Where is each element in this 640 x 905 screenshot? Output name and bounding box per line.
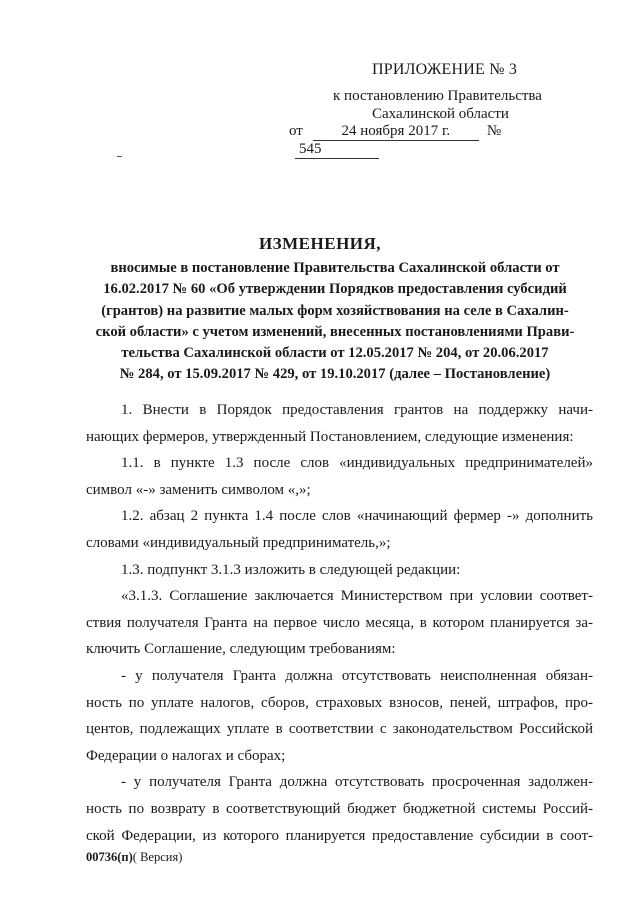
- paragraph-line: 1. Внести в Порядок предоставления грантов на поддержку начи-: [121, 402, 593, 418]
- document-footer: [86, 850, 182, 865]
- paragraph-line: - у получателя Гранта должна отсутствовать неисполненная обязан-: [121, 667, 593, 684]
- paragraph-line: ность по возврату в соответствующий бюджет бюджетной системы Россий-: [86, 800, 593, 817]
- paragraph-line: ствия получателя Гранта на первое число месяца, в котором планируется за-: [86, 614, 593, 631]
- paragraph-line: словами «индивидуальный предприниматель,»;: [86, 534, 391, 551]
- paragraph-line: «3.1.3. Соглашение заключается Министерством при условии соответ-: [121, 588, 593, 605]
- subtitle-line: тельства Сахалинской области от 12.05.2017 № 204, от 20.06.2017: [121, 345, 549, 362]
- paragraph-line: ключить Соглашение, следующим требованиям:: [86, 641, 396, 658]
- version-label: ( Версия): [132, 850, 183, 864]
- paragraph-line: - у получателя Гранта должна отсутствовать просроченная задолжен-: [121, 774, 593, 791]
- number-label: №: [486, 123, 502, 139]
- paragraph-line: 1.2. абзац 2 пункта 1.4 после слов «начинающий фермер -» дополнить: [121, 508, 593, 525]
- subtitle-line: вносимые в постановление Правительства Сахалинской области от: [110, 260, 560, 276]
- scan-mark: [117, 156, 122, 157]
- from-label: от: [289, 123, 303, 139]
- paragraph-line: нающих фермеров, утвержденный Постановлением, следующие изменения:: [86, 428, 574, 445]
- paragraph-line: 1.1. в пункте 1.3 после слов «индивидуальных предпринимателей»: [121, 455, 593, 472]
- paragraph-line: ность по уплате налогов, сборов, страховых взносов, пеней, штрафов, про-: [86, 694, 593, 711]
- subtitle-line: ской области» с учетом изменений, внесенных постановлениями Прави-: [95, 323, 575, 340]
- appendix-line-1: к постановлению Правительства: [333, 88, 542, 104]
- paragraph-line: 1.3. подпункт 3.1.3 изложить в следующей редакции:: [121, 561, 461, 578]
- paragraph-line: Федерации о налогах и сборах;: [86, 747, 286, 764]
- appendix-title: ПРИЛОЖЕНИЕ № 3: [372, 61, 518, 78]
- number-value: 545: [295, 141, 379, 159]
- paragraph-line: центов, подлежащих уплате в соответствии с законодательством Российской: [86, 721, 593, 738]
- paragraph-line: символ «-» заменить символом «,»;: [86, 481, 311, 498]
- subtitle-line: № 284, от 15.09.2017 № 429, от 19.10.2017 (далее – Постановление): [119, 366, 551, 383]
- appendix-date-row: [289, 123, 589, 159]
- date-value: 24 ноября 2017 г.: [313, 123, 479, 141]
- appendix-line-2: Сахалинской области: [372, 106, 509, 122]
- document-body: [86, 397, 593, 849]
- subtitle-line: (грантов) на развитие малых форм хозяйствования на селе в Сахалин-: [101, 302, 569, 319]
- document-code: 00736(п): [86, 850, 133, 864]
- document-subtitle: [80, 258, 590, 386]
- document-heading: ИЗМЕНЕНИЯ,: [258, 234, 382, 253]
- paragraph-line: ской Федерации, из которого планируется предоставление субсидии в соот-: [86, 827, 593, 844]
- subtitle-line: 16.02.2017 № 60 «Об утверждении Порядков предоставления субсидий: [103, 281, 567, 298]
